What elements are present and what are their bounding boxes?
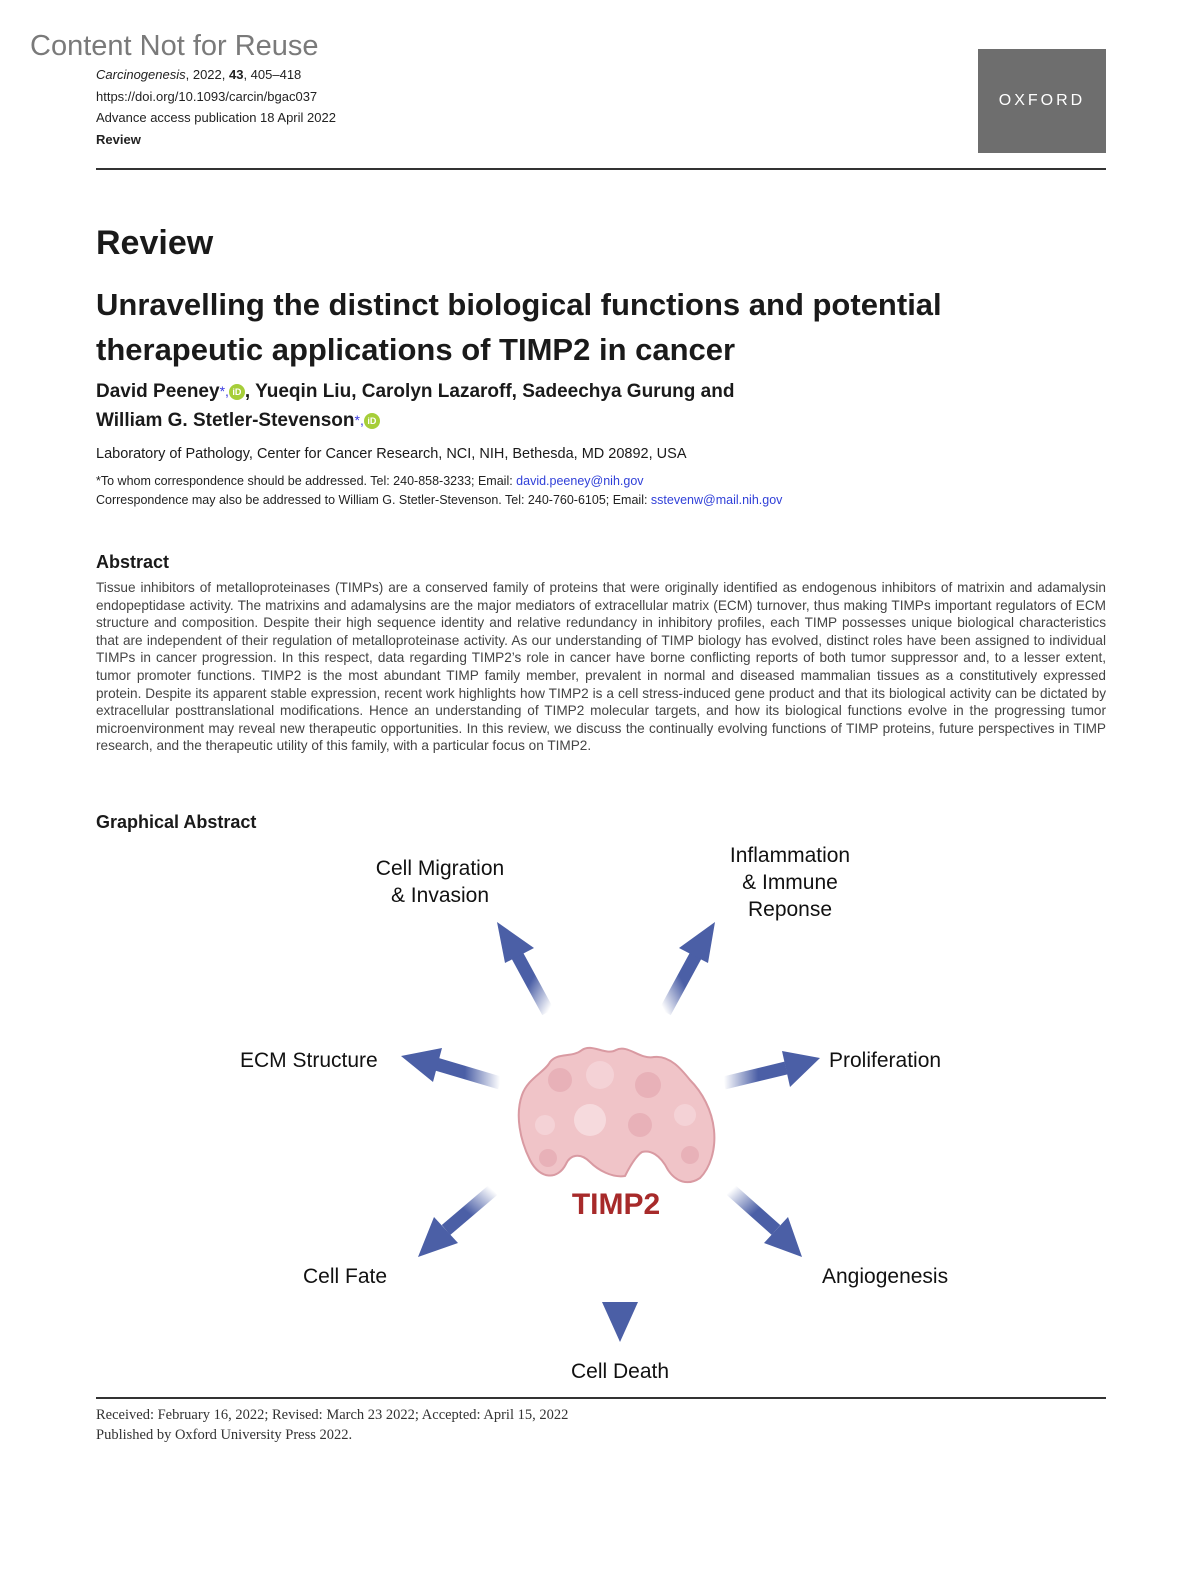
article-title: Unravelling the distinct biological functions and potential therapeutic applications of TIMP2 in cancer (96, 287, 942, 367)
arrow-cell-fate (418, 1190, 493, 1257)
doi-link[interactable]: https://doi.org/10.1093/carcin/bgac037 (96, 88, 318, 104)
abstract-heading: Abstract (96, 552, 170, 572)
arrow-ecm-structure (401, 1048, 500, 1083)
email-link[interactable]: sstevenw@mail.nih.gov (650, 492, 783, 507)
label-inflammation: Inflammation & Immune Reponse (729, 844, 851, 921)
watermark: Content Not for Reuse (30, 30, 319, 62)
label-cell-migration: Cell Migration & Invasion (375, 857, 505, 907)
correspondence: *To whom correspondence should be addressed. Tel: 240-858-3233; Email: david.peeney@nih.gov Correspondence may also be addressed to William G. Stetler-Stevenson. Tel: 240-760-6105; Email: sstevenw@mail.nih.gov (96, 474, 783, 507)
footer-divider (96, 1397, 1106, 1399)
label-ecm-structure: ECM Structure (240, 1049, 378, 1072)
affiliation: Laboratory of Pathology, Center for Cancer Research, NCI, NIH, Bethesda, MD 20892, USA (96, 446, 687, 462)
graphical-abstract-heading: Graphical Abstract (96, 812, 257, 832)
timp2-label: TIMP2 (571, 1188, 661, 1221)
author-name: William G. Stetler-Stevenson (96, 410, 355, 431)
abstract-text: Tissue inhibitors of metalloproteinases (TIMPs) are a conserved family of proteins that were originally identified as endogenous inhibitors of matrixin and adamalysin endopeptidase activity. The matrixins and adamalysins are the major mediators of extracellular matrix (ECM) turnover, thus making TIMPs important regulators of ECM structure and composition. Despite their high sequence identity and relative redundancy in inhibitory profiles, each TIMP possesses unique biological characteristics that are independent of their regulation of metalloproteinase activity. As our understanding of TIMP biology has evolved, distinct roles have been assigned to individual TIMPs in cancer progression. In this respect, data regarding TIMP2’s role in cancer have borne conflicting reports of both tumor suppressor and, to a lesser extent, tumor promoter functions. TIMP2 is the most abundant TIMP family member, prevalent in normal and diseased mammalian tissues as a constitutively expressed protein. Despite its apparent stable expression, recent work highlights how TIMP2 is a cell stress-induced gene product and that its biological activity can be dictated by extracellular posttranslational modifications. Hence an understanding of TIMP2 molecular targets, and how its biological functions evolve in the progressing tumor microenvironment may reveal new therapeutic opportunities. In this review, we discuss the continually evolving functions of TIMP proteins, future perspectives in TIMP research, and the therapeutic utility of this family, with a particular focus on TIMP2. (96, 580, 1106, 754)
label-cell-death: Cell Death (570, 1360, 670, 1383)
author-name: David Peeney (96, 381, 220, 402)
orcid-icon[interactable]: iD (229, 384, 245, 400)
corresponding-marker: *, (354, 412, 364, 428)
publisher-note: Published by Oxford University Press 2022. (96, 1427, 353, 1443)
citation: Carcinogenesis, 2022, 43, 405–418 (96, 67, 302, 82)
article-type: Review (96, 131, 141, 147)
corresponding-marker: *, (219, 383, 229, 399)
label-proliferation: Proliferation (829, 1049, 942, 1072)
arrow-proliferation (724, 1051, 820, 1087)
section-heading: Review (96, 224, 214, 262)
label-cell-fate: Cell Fate (303, 1265, 388, 1288)
label-angiogenesis: Angiogenesis (822, 1265, 949, 1288)
arrow-cell-death (602, 1245, 638, 1342)
author-list: David Peeney*, iD , Yueqin Liu, Carolyn Lazaroff, Sadeechya Gurung and William G. Stetler-Stevenson*, iD (96, 381, 735, 431)
timp2-protein-illustration (519, 1048, 715, 1182)
received-dates: Received: February 16, 2022; Revised: March 23 2022; Accepted: April 15, 2022 (96, 1407, 569, 1423)
arrow-inflammation (665, 922, 715, 1012)
arrow-angiogenesis (731, 1190, 802, 1257)
oxford-logo[interactable]: OXFORD (978, 49, 1106, 153)
article-history (96, 1405, 568, 1445)
arrow-cell-migration (497, 922, 548, 1012)
advance-access: Advance access publication 18 April 2022 (96, 110, 336, 125)
orcid-icon[interactable]: iD (364, 413, 380, 429)
email-link[interactable]: david.peeney@nih.gov (516, 474, 644, 488)
